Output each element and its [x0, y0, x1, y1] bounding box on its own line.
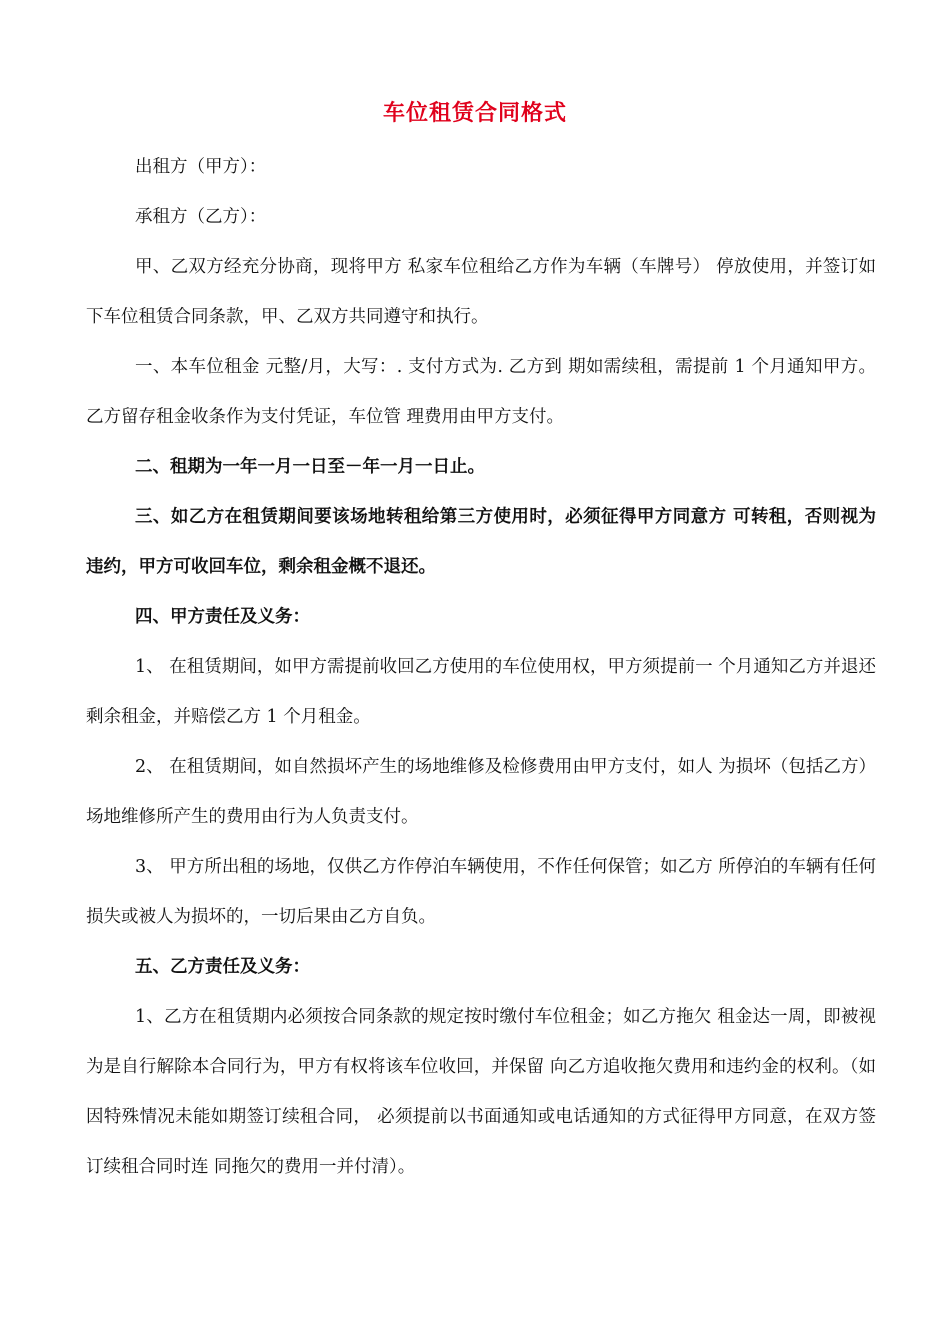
clause-4-item-2: 2、 在租赁期间，如自然损坏产生的场地维修及检修费用由甲方支付，如人 为损坏（包括乙方）场地维修所产生的费用由行为人负责支付。: [86, 757, 876, 827]
clause-4-item-3: 3、 甲方所出租的场地，仅供乙方作停泊车辆使用，不作任何保管；如乙方 所停泊的车辆有任何损失或被人为损坏的，一切后果由乙方自负。: [86, 857, 876, 927]
clause-5-item-1: 1、乙方在租赁期内必须按合同条款的规定按时缴付车位租金；如乙方拖欠 租金达一周，即被视为是自行解除本合同行为，甲方有权将该车位收回，并保留 向乙方追收拖欠费用和违约金的权利。（如因特殊情况未能如期签订续租合同， 必须提前以书面通知或电话通知的方式征得甲方同意，在双方签订续租合同时连 同拖欠的费用一并付清）。: [86, 1007, 876, 1177]
lessee-line: 承租方（乙方）：: [135, 207, 267, 227]
clause-1-rent: 一、本车位租金 元整/月，大写：. 支付方式为. 乙方到 期如需续租，需提前 1 个月通知甲方。乙方留存租金收条作为支付凭证，车位管 理费用由甲方支付。: [86, 357, 876, 427]
clause-5-heading: 五、乙方责任及义务：: [135, 957, 310, 977]
lessor-line: 出租方（甲方）：: [135, 157, 267, 177]
clause-4-item-1: 1、 在租赁期间，如甲方需提前收回乙方使用的车位使用权，甲方须提前一 个月通知乙方并退还剩余租金，并赔偿乙方 1 个月租金。: [86, 657, 876, 727]
clause-4-heading: 四、甲方责任及义务：: [135, 607, 310, 627]
document-title: 车位租赁合同格式: [382, 101, 567, 126]
clause-3-sublease: 三、如乙方在租赁期间要该场地转租给第三方使用时，必须征得甲方同意方 可转租，否则视为违约，甲方可收回车位，剩余租金概不退还。: [86, 507, 876, 577]
clause-2-term: 二、租期为一年一月一日至－年一月一日止。: [135, 457, 485, 477]
intro-paragraph: 甲、乙双方经充分协商，现将甲方 私家车位租给乙方作为车辆（车牌号） 停放使用，并签订如下车位租赁合同条款，甲、乙双方共同遵守和执行。: [86, 257, 876, 327]
document-body: [86, 142, 876, 1192]
